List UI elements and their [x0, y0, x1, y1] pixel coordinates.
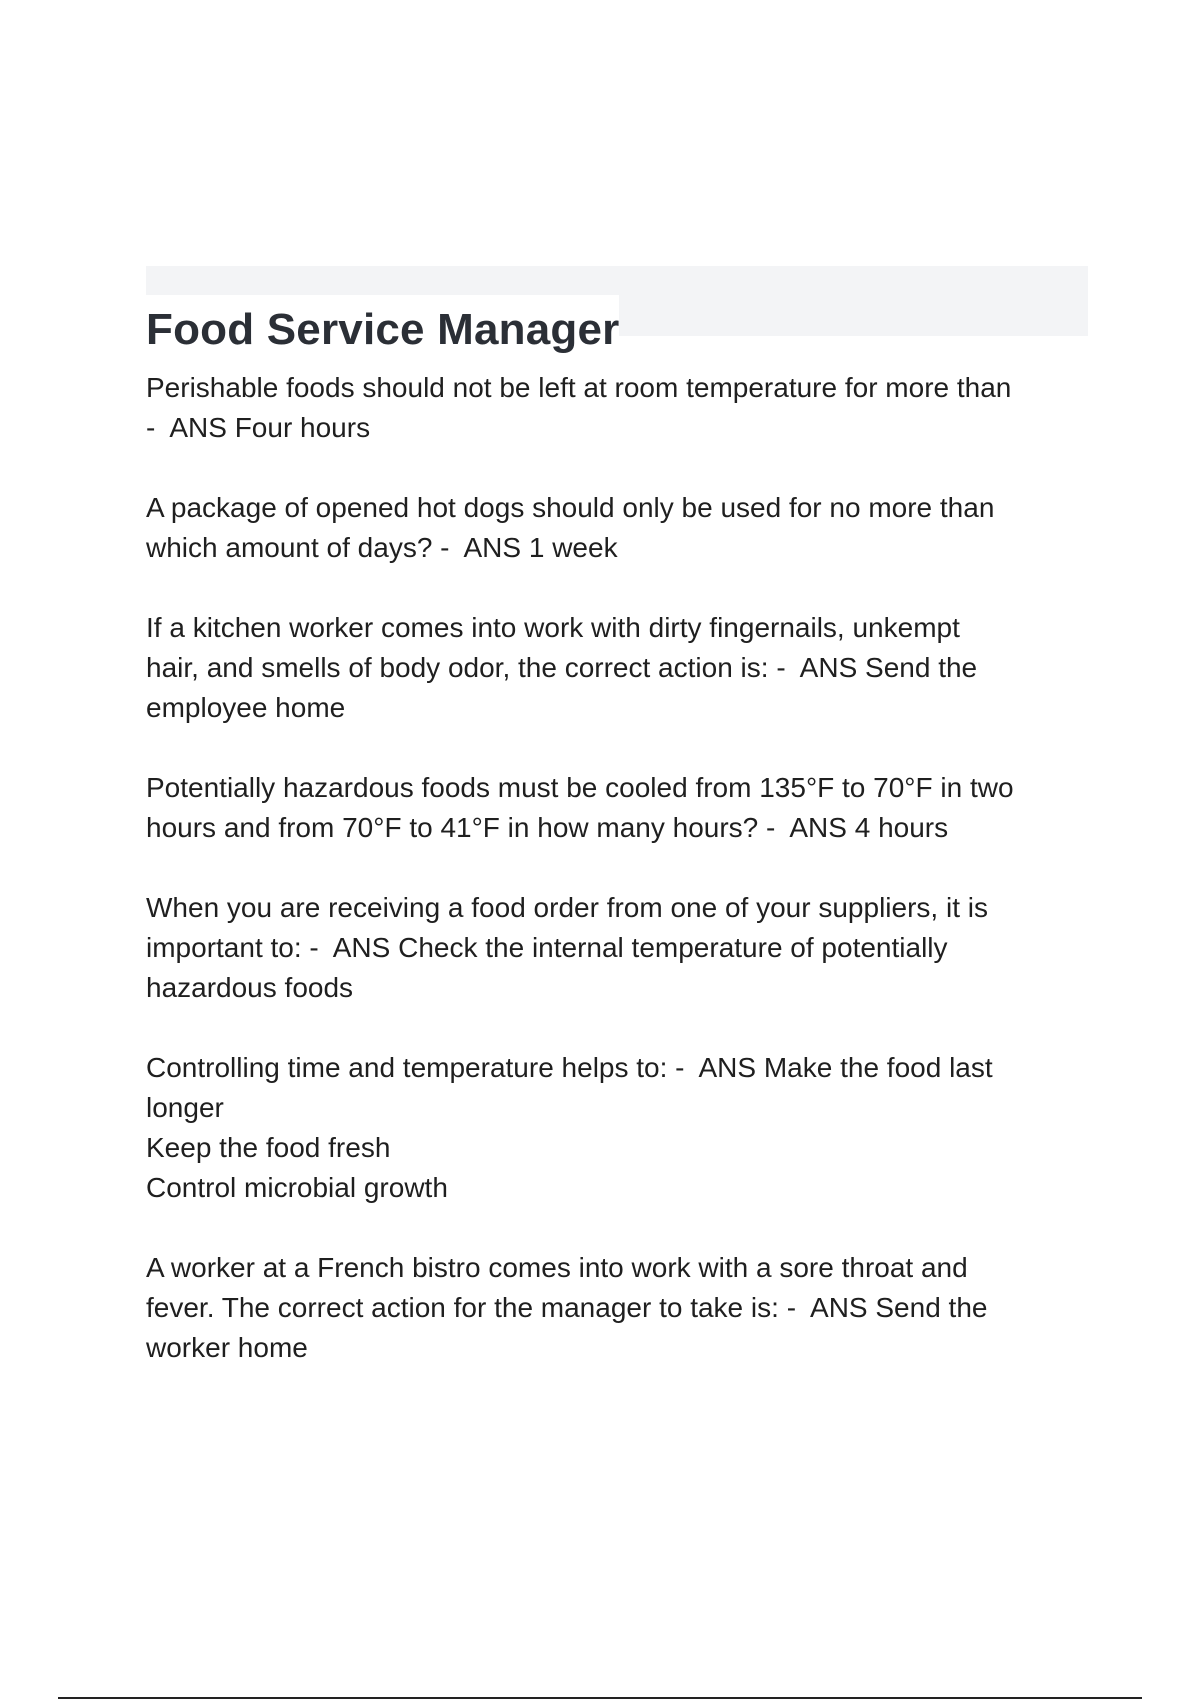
- qa-line: hair, and smells of body odor, the correct action is: - ANS Send the: [146, 652, 978, 683]
- qa-line: When you are receiving a food order from one of your suppliers, it is: [146, 892, 988, 923]
- qa-line: important to: - ANS Check the internal temperature of potentially: [146, 932, 948, 963]
- qa-line: Keep the food fresh: [146, 1132, 391, 1163]
- qa-line: longer: [146, 1092, 224, 1123]
- qa-line: Potentially hazardous foods must be cooled from 135°F to 70°F in two: [146, 772, 1014, 803]
- qa-line: worker home: [146, 1332, 308, 1363]
- qa-line: If a kitchen worker comes into work with dirty fingernails, unkempt: [146, 612, 960, 643]
- qa-line: employee home: [146, 692, 346, 723]
- qa-line: Perishable foods should not be left at room temperature for more than: [146, 372, 1012, 403]
- qa-item-5: [146, 888, 1086, 1008]
- qa-item-3: [146, 608, 1086, 728]
- qa-list: [146, 368, 1086, 1408]
- qa-line: - ANS Four hours: [146, 412, 371, 443]
- qa-line: Controlling time and temperature helps to: - ANS Make the food last: [146, 1052, 993, 1083]
- qa-item-1: [146, 368, 1086, 448]
- qa-line: hazardous foods: [146, 972, 354, 1003]
- footer-divider: [58, 1697, 1142, 1699]
- page-title: Food Service Manager: [146, 295, 619, 365]
- qa-line: A worker at a French bistro comes into work with a sore throat and: [146, 1252, 968, 1283]
- qa-line: which amount of days? - ANS 1 week: [146, 532, 618, 563]
- qa-item-2: [146, 488, 1086, 568]
- qa-line: fever. The correct action for the manager to take is: - ANS Send the: [146, 1292, 988, 1323]
- qa-line: A package of opened hot dogs should only be used for no more than: [146, 492, 995, 523]
- qa-item-7: [146, 1248, 1086, 1368]
- qa-line: Control microbial growth: [146, 1172, 448, 1203]
- qa-line: hours and from 70°F to 41°F in how many hours? - ANS 4 hours: [146, 812, 949, 843]
- qa-item-4: [146, 768, 1086, 848]
- qa-item-6: [146, 1048, 1086, 1208]
